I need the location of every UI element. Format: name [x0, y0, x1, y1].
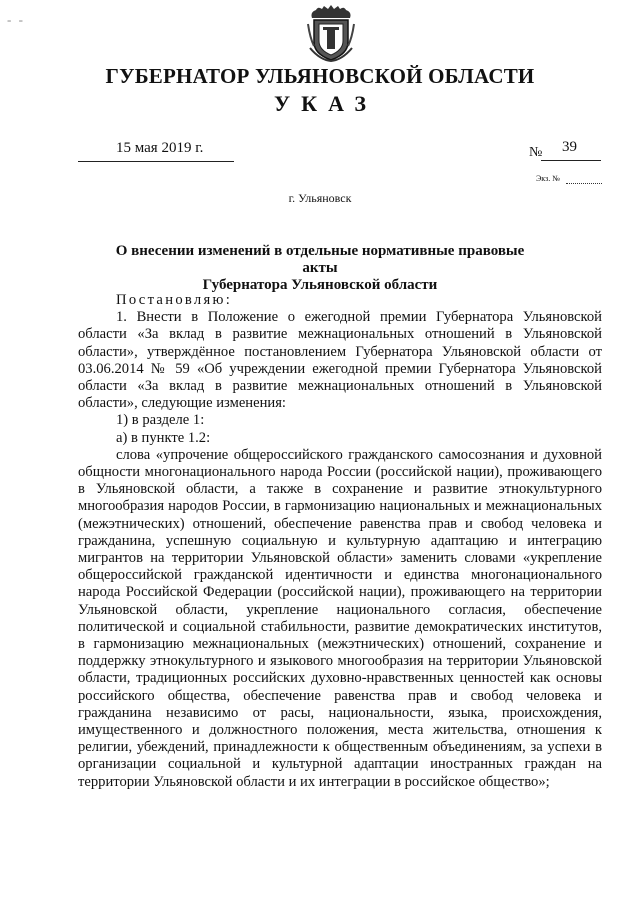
number-underline: [541, 160, 601, 161]
paragraph-2: 1) в разделе 1:: [116, 412, 205, 429]
corner-mark: - -: [7, 12, 25, 27]
resolve-phrase: Постановляю:: [116, 292, 233, 308]
decree-body: [78, 292, 602, 791]
decree-number: 39: [562, 139, 577, 155]
decree-subject: [100, 243, 540, 294]
paragraph-4: слова «упрочение общероссийского гражданского самосознания и духовной общности многонационального народа России (российской нации), проживающего в Ульяновской области, а также в сохранение и развитие этнокультурного многообразия народов России, в гармонизацию национальных и межнациональных (межэтнических) отношений, обеспечение равенства прав и свобод человека и гражданина, успешную социальную и культурную адаптацию и интеграцию мигрантов на территории Ульяновской области» заменить словами «укрепление общероссийской гражданской идентичности и единства многонационального народа Российской Федерации (российской нации), проживающего на территории Ульяновской области, укрепление национального согласия, обеспечение политической и социальной стабильности, развитие демократических институтов, в гармонизацию межнациональных (межэтнических) отношений, сохранение и поддержку этнокультурного и языкового многообразия на территории Ульяновской области, традиционных российских духовно-нравственных ценностей как основы российского общества, обеспечение равенства прав и свобод человека и гражданина независимо от расы, национальности, языка, происхождения, имущественного и должностного положения, места жительства, отношения к религии, убеждений, принадлежности к общественным объединениям, за успехи в организации социальной и культурной адаптации иностранных граждан на территории Ульяновской области и их интеграции в российское общество»;: [78, 446, 602, 790]
paragraph-1: 1. Внести в Положение о ежегодной премии Губернатора Ульяновской области «За вклад в развитие межнациональных отношений в Ульяновской области», утверждённое постановлением Губернатора Ульяновской области от 03.06.2014 № 59 «Об учреждении ежегодной премии Губернатора Ульяновской области «За вклад в развитие межнациональных отношений в Ульяновской области», следующие изменения:: [78, 309, 602, 412]
copy-number-line: [566, 183, 602, 184]
date-underline: [78, 161, 234, 162]
coat-of-arms-emblem: [306, 4, 356, 62]
copy-number-label: Экз. №: [536, 174, 560, 183]
subject-line-1: О внесении изменений в отдельные нормативные правовые акты: [115, 243, 525, 276]
paragraph-3: а) в пункте 1.2:: [116, 429, 211, 446]
city: г. Ульяновск: [288, 191, 352, 205]
number-label: №: [529, 145, 543, 160]
governor-title: ГУБЕРНАТОР УЛЬЯНОВСКОЙ ОБЛАСТИ: [105, 64, 535, 88]
decree-title: УКАЗ: [273, 91, 378, 116]
subject-line-2: Губернатора Ульяновской области: [202, 277, 438, 293]
decree-date: 15 мая 2019 г.: [116, 140, 204, 156]
